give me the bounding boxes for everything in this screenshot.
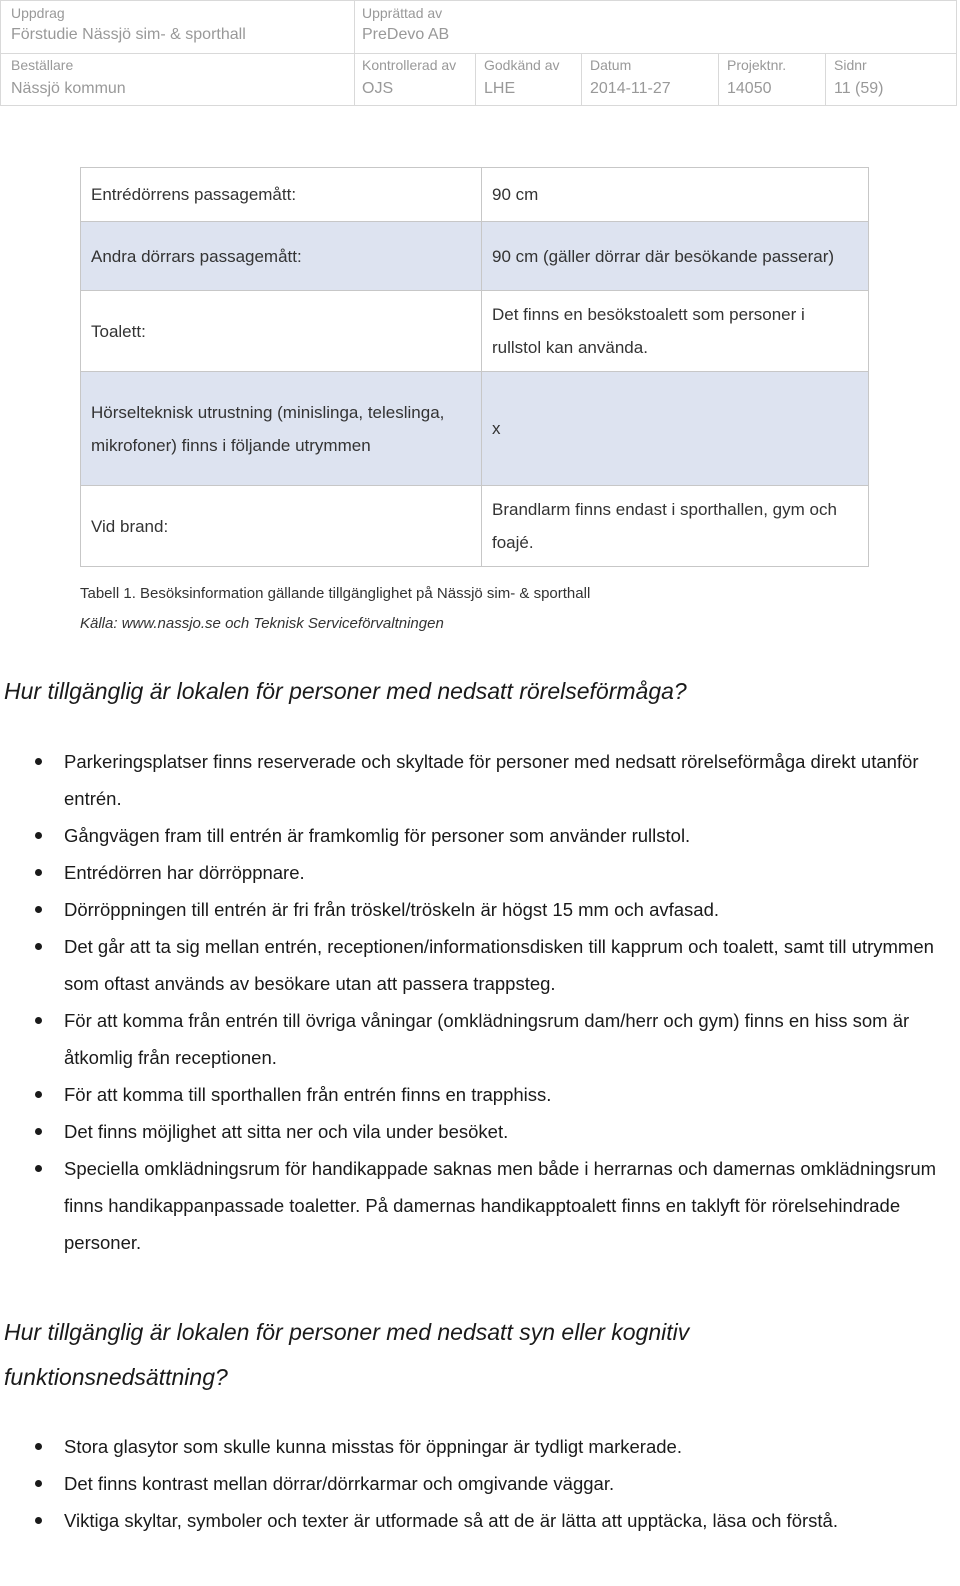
bestallare-label: Beställare <box>11 57 74 73</box>
row-label: Toalett: <box>81 291 482 372</box>
header-uppdrag <box>11 5 246 45</box>
table-row <box>81 168 869 222</box>
table-caption: Tabell 1. Besöksinformation gällande tillgänglighet på Nässjö sim- & sporthall <box>80 585 591 602</box>
row-value: Brandlarm finns endast i sporthallen, gym och foajé. <box>482 486 869 567</box>
godkand-value: LHE <box>484 80 516 97</box>
header-divider <box>581 53 582 105</box>
table-row <box>81 372 869 486</box>
header-divider <box>354 1 355 105</box>
list-item: För att komma från entrén till övriga våningar (omklädningsrum dam/herr och gym) finns en hiss som är åtkomlig från receptionen. <box>0 1002 955 1076</box>
list-item: Gångvägen fram till entrén är framkomlig för personer som använder rullstol. <box>0 817 955 854</box>
header-divider <box>718 53 719 105</box>
datum-label: Datum <box>590 57 632 73</box>
datum-value: 2014-11-27 <box>590 80 671 97</box>
header-divider <box>1 53 956 54</box>
row-label: Hörselteknisk utrustning (minislinga, teleslinga, mikrofoner) finns i följande utrymmen <box>81 372 482 486</box>
row-label: Entrédörrens passagemått: <box>81 168 482 222</box>
header-bestallare <box>11 57 126 99</box>
upprattad-value: PreDevo AB <box>362 26 450 43</box>
list-item: Viktiga skyltar, symboler och texter är utformade så att de är lätta att upptäcka, läsa och förstå. <box>0 1502 955 1539</box>
sidnr-value: 11 (59) <box>834 80 884 97</box>
godkand-label: Godkänd av <box>484 57 560 73</box>
document-header <box>0 0 957 106</box>
row-value: x <box>482 372 869 486</box>
table-row <box>81 222 869 291</box>
header-projektnr <box>727 57 786 99</box>
header-divider <box>825 53 826 105</box>
row-value: Det finns en besökstoalett som personer i rullstol kan använda. <box>482 291 869 372</box>
row-value: 90 cm (gäller dörrar där besökande passerar) <box>482 222 869 291</box>
bestallare-value: Nässjö kommun <box>11 80 126 97</box>
list-item: Stora glasytor som skulle kunna misstas för öppningar är tydligt markerade. <box>0 1428 955 1465</box>
mobility-bullet-list <box>0 743 955 1261</box>
header-sidnr <box>834 57 884 99</box>
table-source: Källa: www.nassjo.se och Teknisk Serviceförvaltningen <box>80 615 444 632</box>
projektnr-label: Projektnr. <box>727 57 787 73</box>
list-item: Speciella omklädningsrum för handikappade saknas men både i herrarnas och damernas omklädningsrum finns handikappanpassade toaletter. På damernas handikapptoalett finns en taklyft för rörelsehindrade personer. <box>0 1150 955 1261</box>
list-item: Entrédörren har dörröppnare. <box>0 854 955 891</box>
header-kontrollerad <box>362 57 456 99</box>
list-item: För att komma till sporthallen från entrén finns en trapphiss. <box>0 1076 955 1113</box>
upprattad-label: Upprättad av <box>362 5 443 21</box>
accessibility-info-table <box>80 167 869 567</box>
table-row <box>81 486 869 567</box>
projektnr-value: 14050 <box>727 80 772 97</box>
list-item: Det finns möjlighet att sitta ner och vila under besöket. <box>0 1113 955 1150</box>
list-item: Det går att ta sig mellan entrén, receptionen/informationsdisken till kapprum och toalett, samt till utrymmen som oftast används av besökare utan att passera trappsteg. <box>0 928 955 1002</box>
table-row <box>81 291 869 372</box>
header-divider <box>475 53 476 105</box>
list-item: Det finns kontrast mellan dörrar/dörrkarmar och omgivande väggar. <box>0 1465 955 1502</box>
header-datum <box>590 57 671 99</box>
list-item: Parkeringsplatser finns reserverade och skyltade för personer med nedsatt rörelseförmåga direkt utanför entrén. <box>0 743 955 817</box>
header-godkand <box>484 57 560 99</box>
kontrollerad-value: OJS <box>362 80 394 97</box>
row-label: Andra dörrars passagemått: <box>81 222 482 291</box>
vision-bullet-list <box>0 1428 955 1539</box>
section-heading-vision-cognitive: Hur tillgänglig är lokalen för personer med nedsatt syn eller kognitiv funktionsnedsättning? <box>4 1319 690 1390</box>
kontrollerad-label: Kontrollerad av <box>362 57 457 73</box>
uppdrag-label: Uppdrag <box>11 5 65 21</box>
section-heading-mobility: Hur tillgänglig är lokalen för personer med nedsatt rörelseförmåga? <box>4 678 687 704</box>
row-value: 90 cm <box>482 168 869 222</box>
header-upprattad <box>362 5 449 45</box>
row-label: Vid brand: <box>81 486 482 567</box>
sidnr-label: Sidnr <box>834 57 867 73</box>
uppdrag-value: Förstudie Nässjö sim- & sporthall <box>11 26 246 43</box>
list-item: Dörröppningen till entrén är fri från tröskel/tröskeln är högst 15 mm och avfasad. <box>0 891 955 928</box>
